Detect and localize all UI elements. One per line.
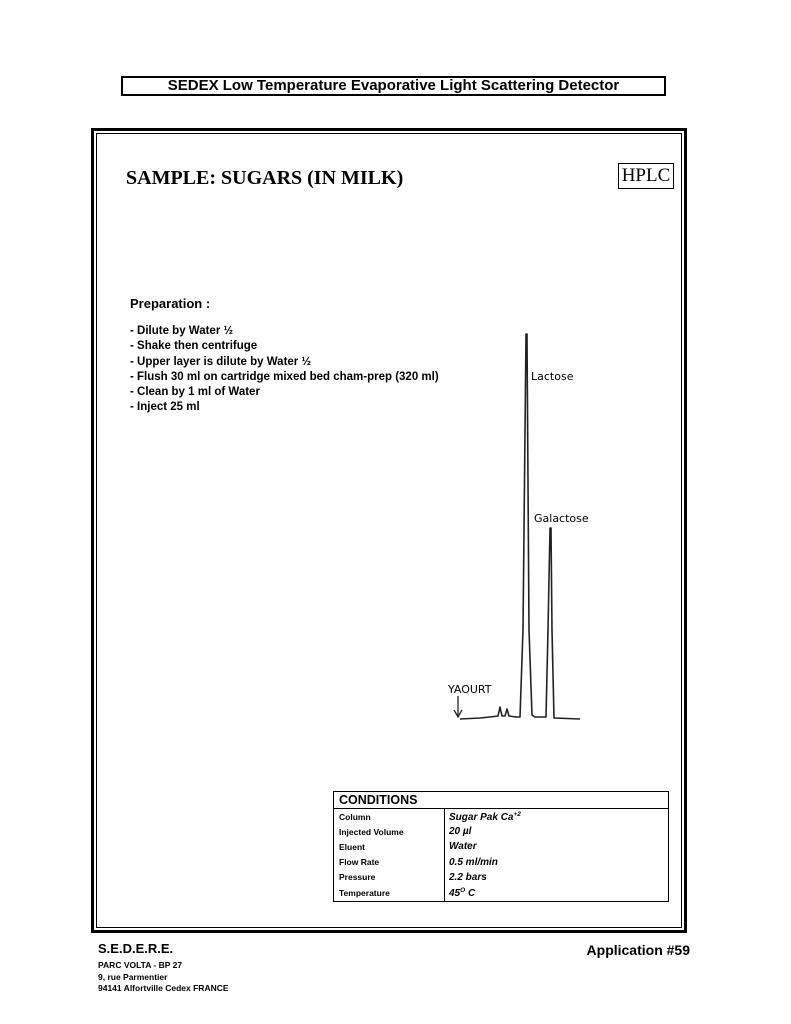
condition-value: 2.2 bars bbox=[449, 871, 487, 883]
preparation-step: - Upper layer is dilute by Water ½ bbox=[130, 355, 312, 368]
conditions-heading: CONDITIONS bbox=[334, 792, 668, 809]
condition-value: 20 µl bbox=[449, 826, 472, 838]
address-line: 9, rue Parmentier bbox=[98, 971, 168, 982]
chromatogram-line bbox=[460, 334, 580, 719]
condition-label: Injected Volume bbox=[339, 826, 404, 837]
preparation-step: - Clean by 1 ml of Water bbox=[130, 386, 260, 399]
condition-label: Eluent bbox=[339, 841, 365, 852]
condition-label: Column bbox=[339, 811, 371, 822]
preparation-step: - Shake then centrifuge bbox=[130, 340, 258, 353]
technique-badge: HPLC bbox=[618, 163, 674, 189]
peak-label-galactose: Galactose bbox=[534, 512, 589, 525]
sample-title: SAMPLE: SUGARS (IN MILK) bbox=[126, 167, 404, 189]
conditions-divider bbox=[444, 809, 445, 901]
address-line: PARC VOLTA - BP 27 bbox=[98, 960, 183, 970]
condition-row-eluent bbox=[334, 839, 668, 854]
condition-row-injected-volume bbox=[334, 824, 668, 839]
condition-value: Water bbox=[449, 841, 477, 853]
condition-value: Sugar Pak $Ca^{+2}$ bbox=[449, 810, 521, 823]
condition-row-column bbox=[334, 809, 668, 824]
condition-label: Flow Rate bbox=[339, 857, 380, 868]
preparation-step: - Flush 30 ml on cartridge mixed bed cham-prep (320 ml) bbox=[130, 370, 439, 383]
condition-label: Pressure bbox=[339, 872, 376, 883]
injection-label: YAOURT bbox=[448, 683, 492, 696]
address-line: 94141 Alfortville Cedex FRANCE bbox=[98, 983, 229, 993]
chromatogram-trace bbox=[440, 330, 590, 730]
condition-label: Temperature bbox=[339, 887, 390, 898]
application-number: Application #59 bbox=[586, 942, 690, 958]
preparation-steps bbox=[130, 324, 439, 416]
peak-label-lactose: Lactose bbox=[531, 370, 574, 383]
company-name: S.E.D.E.R.E. bbox=[98, 941, 174, 956]
company-address bbox=[98, 960, 229, 995]
condition-row-flow-rate bbox=[334, 855, 668, 870]
preparation-step: - Inject 25 ml bbox=[130, 401, 200, 414]
preparation-heading: Preparation : bbox=[130, 296, 211, 311]
document-title: SEDEX Low Temperature Evaporative Light Scattering Detector bbox=[121, 76, 666, 96]
condition-value: 0.5 ml/min bbox=[449, 856, 498, 868]
preparation-step: - Dilute by Water ½ bbox=[130, 325, 234, 337]
condition-row-temperature bbox=[334, 885, 668, 900]
condition-value: $45^O$ C bbox=[449, 886, 476, 899]
conditions-table bbox=[333, 791, 669, 902]
condition-row-pressure bbox=[334, 870, 668, 885]
